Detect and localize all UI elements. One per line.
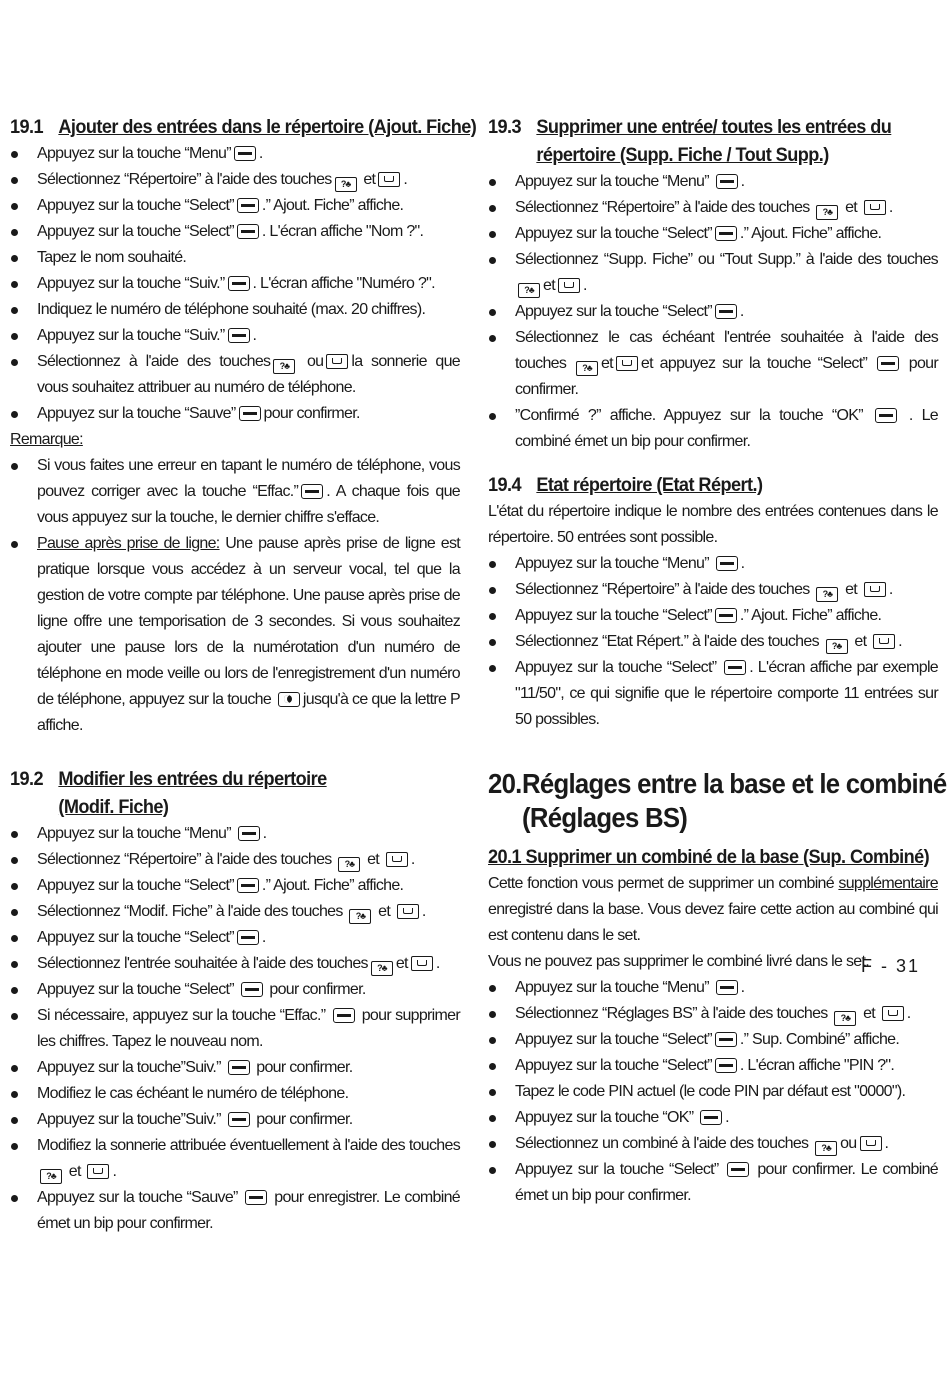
list-item <box>10 977 460 1003</box>
text-fragment: Modifier les entrées du répertoire <box>58 768 327 790</box>
text-fragment: Appuyez sur la touche “Select” <box>515 659 717 676</box>
text-fragment: . <box>582 277 587 294</box>
phonebook-key-icon <box>87 1164 109 1179</box>
list-item <box>488 1079 938 1105</box>
text-fragment: ou <box>840 1135 857 1152</box>
text-fragment: . L'écran affiche "Nom ?". <box>261 223 424 240</box>
text-fragment: . <box>739 303 744 320</box>
soft-key-icon <box>239 406 261 421</box>
section-20-1-heading: 20.1 Supprimer un combiné de la base (Sup. Combiné) <box>488 846 930 868</box>
up-key-icon <box>40 1169 62 1184</box>
remark-list <box>10 453 460 739</box>
section-19-3-steps <box>488 169 938 455</box>
text-fragment: Appuyez sur la touche “Sauve” <box>37 1189 238 1206</box>
text-fragment: .” Ajout. Fiche” affiche. <box>261 197 404 214</box>
list-item <box>488 169 938 195</box>
section-19-2-steps <box>10 821 460 1237</box>
text-fragment: 19.4 <box>488 474 522 496</box>
section-19-2-heading <box>10 765 429 821</box>
list-item <box>10 453 460 531</box>
section-19-4-steps <box>488 551 938 733</box>
up-key-icon <box>834 1011 856 1026</box>
list-item <box>10 271 460 297</box>
up-key-icon <box>349 909 371 924</box>
text-fragment: Appuyez sur la touche “Select” <box>515 303 712 320</box>
text-fragment: Une pause après prise de ligne est pratique lorsque vous accédez à un serveur vocal, tel que la gestion de votre compte par téléphone. Une pause après prise de ligne offre une temporisation de 3 secondes. Si vous souhaitez ajouter une pause lors de la numérotation d'un numéro de téléphone en mode veille ou lors de l'enregistrement d'un numéro de téléphone, appuyez sur la touche <box>37 535 460 708</box>
soft-key-icon <box>716 556 738 571</box>
up-key-icon <box>518 283 540 298</box>
soft-key-icon <box>727 1162 749 1177</box>
text-fragment: pour enregistrer. Le combiné émet un bip pour confirmer. <box>37 1189 460 1232</box>
text-fragment: Appuyez sur la touche “Select” <box>515 607 712 624</box>
text-fragment: . A chaque fois que vous appuyez sur la touche, le dernier chiffre s'efface. <box>37 483 460 526</box>
soft-key-icon <box>875 408 897 423</box>
soft-key-icon <box>715 226 737 241</box>
text-fragment: Appuyez sur la touche “Select” <box>37 981 234 998</box>
section-19-3-heading <box>488 113 907 169</box>
text-fragment: Appuyez sur la touche “Suiv.” <box>37 327 225 344</box>
text-fragment: Sélectionnez “Répertoire” à l'aide des touches <box>37 851 332 868</box>
phonebook-key-icon <box>616 356 638 371</box>
soft-key-icon <box>228 1112 250 1127</box>
list-item <box>10 297 460 323</box>
text-fragment: pour confirmer. <box>256 1111 353 1128</box>
list-item <box>488 403 938 455</box>
soft-key-icon <box>333 1008 355 1023</box>
text-fragment: Sélectionnez l'entrée souhaitée à l'aide des touches <box>37 955 368 972</box>
text-fragment: Appuyez sur la touche “OK” <box>515 1109 694 1126</box>
list-item <box>488 655 938 733</box>
soft-key-icon <box>715 1032 737 1047</box>
list-item <box>488 195 938 221</box>
text-fragment: et <box>395 955 408 972</box>
text-fragment: ou <box>306 353 324 370</box>
phonebook-key-icon <box>864 200 886 215</box>
text-fragment: Etat répertoire (Etat Répert.) <box>536 474 763 496</box>
section-20-1-intro <box>488 871 938 949</box>
text-fragment: Appuyez sur la touche “Select” <box>515 1161 719 1178</box>
page-number: F - 31 <box>861 956 921 976</box>
text-fragment: Ajouter des entrées dans le répertoire (Ajout. Fiche) <box>58 116 477 138</box>
phonebook-key-icon <box>411 956 433 971</box>
soft-key-icon <box>237 878 259 893</box>
phonebook-key-icon <box>397 904 419 919</box>
text-fragment: Appuyez sur la touche “Sauve” <box>37 405 236 422</box>
text-fragment: . <box>725 1109 729 1126</box>
text-fragment: . <box>258 145 263 162</box>
text-fragment: répertoire (Supp. Fiche / Tout Supp.) <box>536 144 829 166</box>
text-fragment: Appuyez sur la touche “Select” <box>37 197 234 214</box>
list-item <box>488 325 938 403</box>
text-fragment: Sélectionnez “Supp. Fiche” ou “Tout Supp.” à l'aide des touches <box>515 251 938 268</box>
text-fragment: et <box>854 633 867 650</box>
text-fragment: la sonnerie que vous souhaitez attribuer au numéro de téléphone. <box>37 353 460 396</box>
text-fragment: 19.1 <box>10 116 44 138</box>
text-fragment: pour confirmer. <box>515 355 938 398</box>
text-fragment: et <box>543 277 555 294</box>
list-item <box>488 247 938 299</box>
text-fragment: . <box>740 555 745 572</box>
text-fragment: Appuyez sur la touche “Menu” <box>37 825 231 842</box>
list-item <box>10 1003 460 1055</box>
phonebook-key-icon <box>873 634 895 649</box>
text-fragment: . Le combiné émet un bip pour confirmer. <box>515 407 939 450</box>
text-fragment: Sélectionnez le cas échéant l'entrée souhaitée à l'aide des touches <box>515 329 938 372</box>
text-fragment: Appuyez sur la touche “Suiv.” <box>37 275 225 292</box>
list-item <box>488 1131 938 1157</box>
soft-key-icon <box>237 930 259 945</box>
list-item <box>10 951 460 977</box>
text-fragment: Sélectionnez “Etat Répert.” à l'aide des touches <box>515 633 819 650</box>
text-fragment: et <box>367 851 380 868</box>
text-fragment: . <box>262 825 267 842</box>
list-item <box>10 847 460 873</box>
up-key-icon <box>816 205 838 220</box>
text-fragment: Appuyez sur la touche “Menu” <box>515 979 709 996</box>
list-item <box>10 531 460 739</box>
text-fragment: Appuyez sur la touche “Select” <box>515 225 712 242</box>
section-19-1-steps <box>10 141 460 427</box>
text-fragment: . <box>252 327 257 344</box>
text-fragment: Sélectionnez “Réglages BS” à l'aide des touches <box>515 1005 828 1022</box>
text-fragment: Appuyez sur la touche “Select” <box>37 929 234 946</box>
soft-key-icon <box>715 304 737 319</box>
up-key-icon <box>816 587 838 602</box>
text-fragment: . <box>740 173 745 190</box>
text-fragment: Appuyez sur la touche “Menu” <box>515 555 709 572</box>
text-fragment: Appuyez sur la touche”Suiv.” <box>37 1059 221 1076</box>
section-19-1-heading <box>10 113 477 141</box>
list-item <box>488 603 938 629</box>
list-item <box>488 551 938 577</box>
text-fragment: jusqu'à ce que la lettre P affiche. <box>37 691 460 734</box>
text-fragment: . <box>884 1135 889 1152</box>
up-key-icon <box>576 361 598 376</box>
up-key-icon <box>338 857 360 872</box>
text-fragment: Appuyez sur la touche “Menu” <box>37 145 231 162</box>
soft-key-icon <box>238 826 260 841</box>
soft-key-icon <box>716 980 738 995</box>
text-fragment: .” Ajout. Fiche” affiche. <box>739 607 882 624</box>
list-item <box>10 219 460 245</box>
remark-label: Remarque: <box>10 431 83 448</box>
text-fragment: 19.2 <box>10 768 44 790</box>
text-fragment: . <box>421 903 426 920</box>
phonebook-key-icon <box>882 1006 904 1021</box>
list-item <box>10 873 460 899</box>
soft-key-icon <box>234 146 256 161</box>
text-fragment: Modifiez la sonnerie attribuée éventuellement à l'aide des touches <box>37 1137 460 1154</box>
text-fragment: et <box>845 199 858 216</box>
right-column <box>488 113 947 1209</box>
text-fragment: Sélectionnez “Répertoire” à l'aide des touches <box>515 199 810 216</box>
phonebook-key-icon <box>386 852 408 867</box>
phonebook-key-icon <box>558 278 580 293</box>
text-fragment: pour supprimer les chiffres. Tapez le nouveau nom. <box>37 1007 460 1050</box>
text-fragment: Sélectionnez à l'aide des touches <box>37 353 271 370</box>
list-item <box>488 1157 938 1209</box>
list-item <box>10 1185 460 1237</box>
soft-key-icon <box>715 1058 737 1073</box>
text-fragment: Appuyez sur la touche “Select” <box>515 1031 712 1048</box>
list-item <box>10 245 460 271</box>
list-item <box>488 1027 938 1053</box>
up-key-icon <box>371 961 393 976</box>
list-item <box>10 925 460 951</box>
text-fragment: . L'écran affiche par exemple "11/50", ce qui signifie que le répertoire comporte 11 entrées sur 50 possibles. <box>515 659 938 728</box>
list-item <box>10 349 460 401</box>
list-item <box>488 629 938 655</box>
text-fragment: Cette fonction vous permet de supprimer un combiné <box>488 875 839 892</box>
text-fragment: . <box>888 581 893 598</box>
list-item <box>10 1133 460 1185</box>
text-fragment: 19.3 <box>488 116 522 138</box>
text-fragment: . L'écran affiche "Numéro ?". <box>252 275 435 292</box>
text-fragment: . <box>740 979 745 996</box>
list-item <box>10 323 460 349</box>
text-fragment: .” Ajout. Fiche” affiche. <box>261 877 404 894</box>
list-item <box>10 1107 460 1133</box>
text-fragment: 20. <box>488 768 522 799</box>
list-item <box>488 1105 938 1131</box>
text-fragment: pour confirmer. <box>256 1059 353 1076</box>
text-fragment: Sélectionnez un combiné à l'aide des touches <box>515 1135 809 1152</box>
up-key-icon <box>335 177 357 192</box>
up-key-icon <box>273 359 295 374</box>
text-fragment: Appuyez sur la touche”Suiv.” <box>37 1111 221 1128</box>
text-fragment: Si nécessaire, appuyez sur la touche “Effac.” <box>37 1007 326 1024</box>
text-fragment: et <box>378 903 391 920</box>
section-19-4-heading <box>488 471 907 499</box>
phonebook-key-icon <box>864 582 886 597</box>
text-fragment: Supprimer une entrée/ toutes les entrées du <box>536 116 892 138</box>
text-fragment: . <box>898 633 902 650</box>
pause-key-icon <box>278 692 300 707</box>
soft-key-icon <box>716 174 738 189</box>
list-item <box>10 1055 460 1081</box>
phonebook-key-icon <box>326 354 348 369</box>
soft-key-icon <box>237 224 259 239</box>
phonebook-key-icon <box>378 172 400 187</box>
text-fragment: . <box>112 1163 117 1180</box>
list-item <box>10 167 460 193</box>
text-fragment: Tapez le code PIN actuel (le code PIN par défaut est "0000"). <box>515 1083 906 1100</box>
text-fragment: Sélectionnez “Modif. Fiche” à l'aide des touches <box>37 903 343 920</box>
chapter-20-heading <box>488 767 947 835</box>
text-fragment: (Modif. Fiche) <box>58 796 169 818</box>
soft-key-icon <box>228 1060 250 1075</box>
text-fragment: .” Ajout. Fiche” affiche. <box>739 225 882 242</box>
list-item <box>488 975 938 1001</box>
list-item <box>10 821 460 847</box>
section-20-1-steps <box>488 975 938 1209</box>
text-fragment: . <box>435 955 440 972</box>
soft-key-icon <box>228 276 250 291</box>
text-fragment: et <box>68 1163 81 1180</box>
soft-key-icon <box>245 1190 267 1205</box>
text-fragment: ”Confirmé ?” affiche. Appuyez sur la touche “OK” <box>515 407 863 424</box>
text-fragment: et <box>845 581 858 598</box>
text-fragment: Sélectionnez “Répertoire” à l'aide des touches <box>515 581 810 598</box>
list-item <box>10 193 460 219</box>
text-fragment: . <box>906 1005 911 1022</box>
text-fragment: supplémentaire <box>838 875 938 892</box>
text-fragment: Pause après prise de ligne: <box>37 535 220 552</box>
list-item <box>10 401 460 427</box>
soft-key-icon <box>724 660 746 675</box>
soft-key-icon <box>301 484 323 499</box>
text-fragment: et appuyez sur la touche “Select” <box>640 355 868 372</box>
text-fragment: et <box>363 171 376 188</box>
list-item <box>10 141 460 167</box>
text-fragment: Réglages entre la base et le combiné <box>522 768 947 799</box>
text-fragment: Si vous faites une erreur en tapant le numéro de téléphone, vous pouvez corriger avec la touche “Effac.” <box>37 457 460 500</box>
list-item <box>10 1081 460 1107</box>
text-fragment: Appuyez sur la touche “Select” <box>515 1057 712 1074</box>
text-fragment: Appuyez sur la touche “Select” <box>37 877 234 894</box>
phonebook-key-icon <box>860 1136 882 1151</box>
text-fragment: Tapez le nom souhaité. <box>37 249 187 266</box>
text-fragment: pour confirmer. Le combiné émet un bip pour confirmer. <box>515 1161 938 1204</box>
text-fragment: Appuyez sur la touche “Menu” <box>515 173 709 190</box>
text-fragment: Indiquez le numéro de téléphone souhaité (max. 20 chiffres). <box>37 301 426 318</box>
up-key-icon <box>815 1141 837 1156</box>
text-fragment: . <box>403 171 408 188</box>
list-item <box>488 1001 938 1027</box>
list-item <box>10 899 460 925</box>
soft-key-icon <box>237 198 259 213</box>
text-fragment: (Réglages BS) <box>522 802 688 833</box>
text-fragment: et <box>863 1005 876 1022</box>
text-fragment: Sélectionnez “Répertoire” à l'aide des touches <box>37 171 332 188</box>
text-fragment: pour confirmer. <box>263 405 360 422</box>
text-fragment: . <box>410 851 415 868</box>
text-fragment: . L'écran affiche "PIN ?". <box>739 1057 895 1074</box>
list-item <box>488 299 938 325</box>
text-fragment: . <box>888 199 893 216</box>
soft-key-icon <box>877 356 899 371</box>
list-item <box>488 1053 938 1079</box>
soft-key-icon <box>715 608 737 623</box>
soft-key-icon <box>228 328 250 343</box>
text-fragment: pour confirmer. <box>269 981 366 998</box>
text-fragment: .” Sup. Combiné” affiche. <box>739 1031 900 1048</box>
text-fragment: et <box>600 355 613 372</box>
text-fragment: Appuyez sur la touche “Select” <box>37 223 234 240</box>
soft-key-icon <box>700 1110 722 1125</box>
section-20-1-note: Vous ne pouvez pas supprimer le combiné livré dans le set. <box>488 953 869 970</box>
left-column <box>10 113 477 1237</box>
up-key-icon <box>826 639 848 654</box>
soft-key-icon <box>241 982 263 997</box>
section-19-4-intro: L'état du répertoire indique le nombre des entrées contenues dans le répertoire. 50 entrées sont possible. <box>488 503 938 546</box>
text-fragment: Modifiez le cas échéant le numéro de téléphone. <box>37 1085 349 1102</box>
list-item <box>488 221 938 247</box>
text-fragment: . <box>261 929 266 946</box>
list-item <box>488 577 938 603</box>
text-fragment: enregistré dans la base. Vous devez faire cette action au combiné qui est contenu dans le set. <box>488 901 938 944</box>
